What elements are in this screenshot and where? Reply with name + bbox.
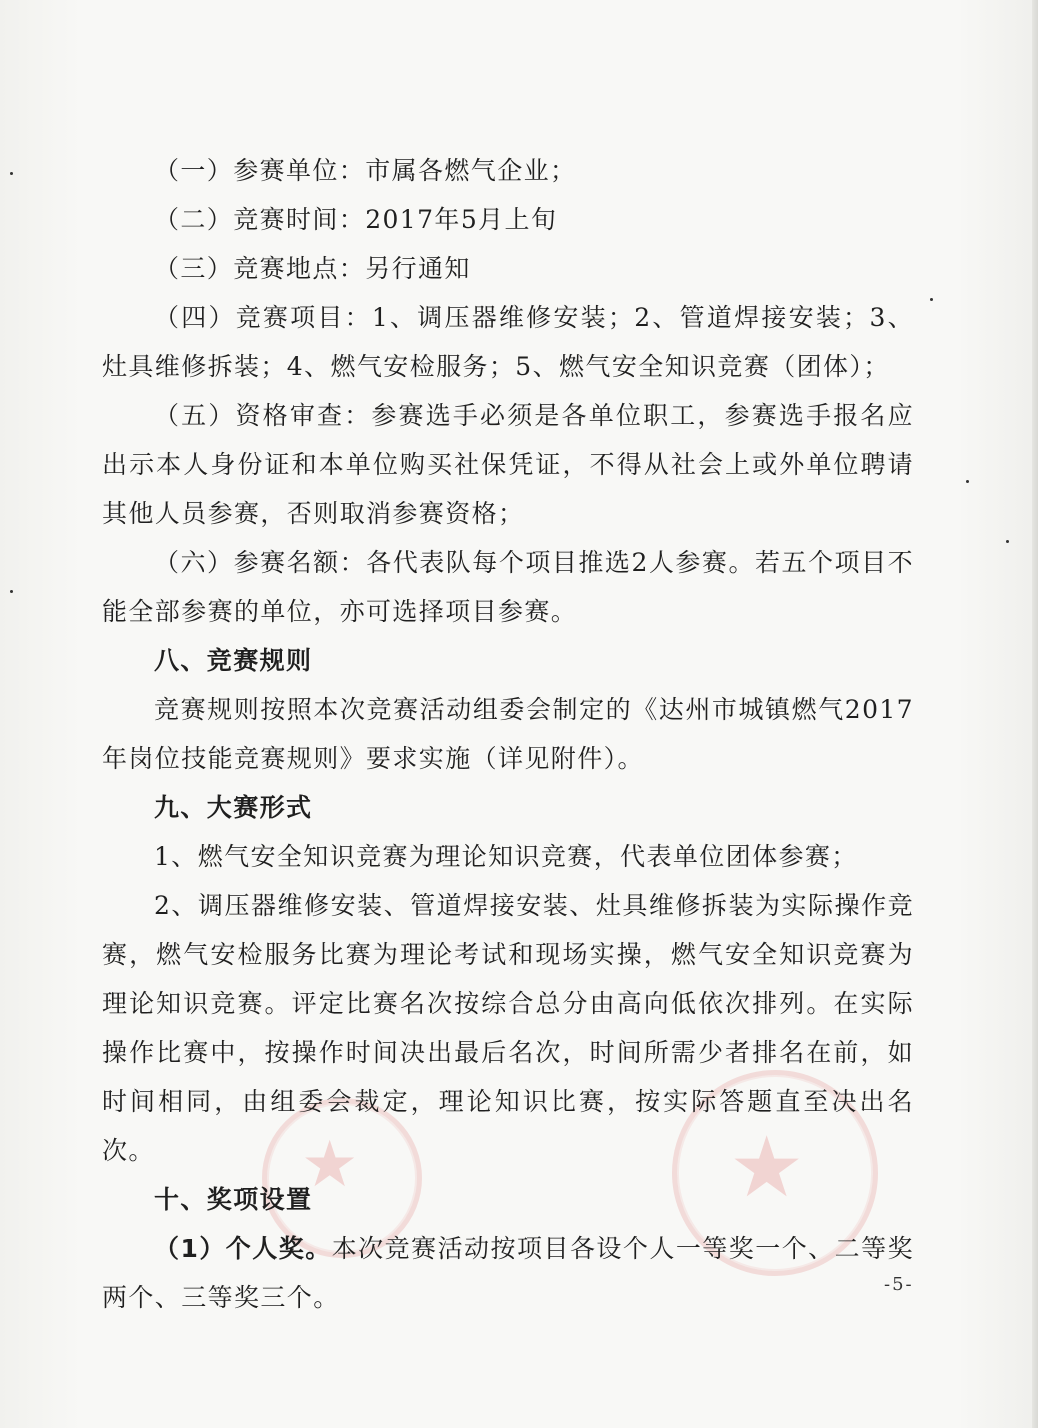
scan-speck — [930, 298, 933, 301]
individual-award — [102, 1224, 914, 1322]
scan-speck — [966, 480, 969, 483]
participating-units: （一）参赛单位：市属各燃气企业； — [154, 156, 577, 185]
format-item-2: 2、调压器维修安装、管道焊接安装、灶具维修拆装为实际操作竞赛，燃气安检服务比赛为理论考试和现场实操，燃气安全知识竞赛为理论知识竞赛。评定比赛名次按综合总分由高向低依次排列。在实际操作比赛中，按操作时间决出最后名次，时间所需少者排名在前，如时间相同，由组委会裁定，理论知识比赛，按实际答题直至决出名次。 — [102, 891, 914, 1165]
individual-award-label: （1）个人奖。 — [154, 1234, 332, 1263]
page-edge-shadow — [1032, 0, 1038, 1428]
participant-quota: （六）参赛名额：各代表队每个项目推选2人参赛。若五个项目不能全部参赛的单位，亦可选择项目参赛。 — [102, 548, 914, 626]
competition-location: （三）竞赛地点：另行通知 — [154, 254, 471, 283]
section-heading-format: 九、大赛形式 — [154, 793, 313, 822]
competition-time: （二）竞赛时间：2017年5月上旬 — [154, 205, 558, 234]
page-number: -5- — [884, 1274, 914, 1295]
qualification-review: （五）资格审查：参赛选手必须是各单位职工，参赛选手报名应出示本人身份证和本单位购买社保凭证，不得从社会上或外单位聘请其他人员参赛，否则取消参赛资格； — [102, 401, 914, 528]
scan-speck — [10, 172, 13, 175]
seal-star-icon: ★ — [301, 1128, 359, 1202]
section-heading-rules: 八、竞赛规则 — [154, 646, 313, 675]
rules-text: 竞赛规则按照本次竞赛活动组委会制定的《达州市城镇燃气2017年岗位技能竞赛规则》要求实施（详见附件）。 — [102, 695, 914, 773]
section-heading-awards: 十、奖项设置 — [154, 1185, 313, 1214]
document-body — [102, 146, 914, 1322]
individual-award-text: 本次竞赛活动按项目各设个人一等奖一个、二等奖两个、三等奖三个。 — [102, 1234, 914, 1312]
scan-speck — [10, 590, 13, 593]
competition-items: （四）竞赛项目：1、调压器维修安装；2、管道焊接安装；3、灶具维修拆装；4、燃气安检服务；5、燃气安全知识竞赛（团体）； — [102, 303, 914, 381]
seal-star-icon: ★ — [729, 1118, 805, 1216]
scan-speck — [1006, 540, 1009, 543]
format-item-1: 1、燃气安全知识竞赛为理论知识竞赛，代表单位团体参赛； — [154, 842, 858, 871]
